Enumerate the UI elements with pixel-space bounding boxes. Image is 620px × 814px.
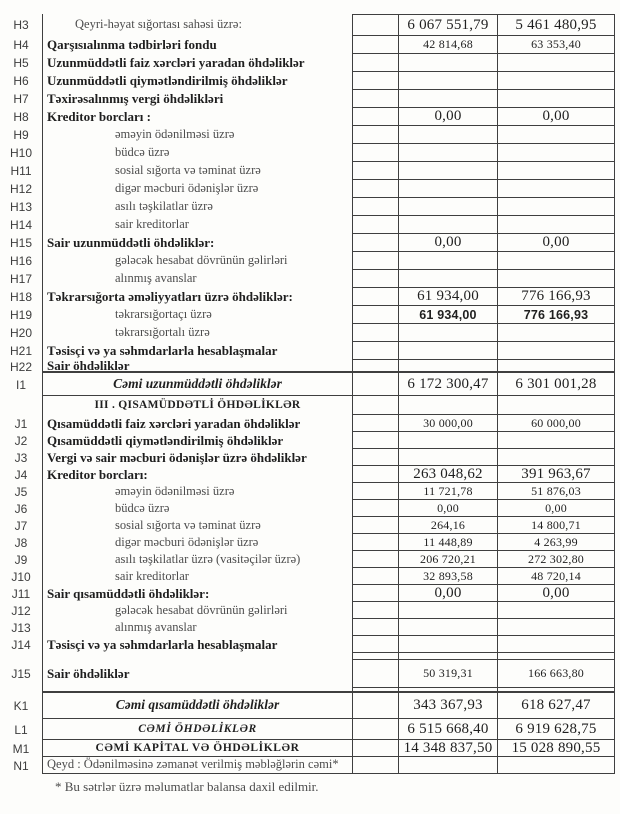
row-label: alınmış avanslar bbox=[42, 619, 352, 636]
row-label: büdcə üzrə bbox=[42, 144, 352, 162]
table-row-H8 bbox=[0, 108, 620, 126]
value-previous: 5 461 480,95 bbox=[497, 14, 615, 36]
row-label: CƏMİ ÖHDƏLİKLƏR bbox=[42, 719, 352, 740]
row-code: J5 bbox=[14, 484, 28, 499]
value-current bbox=[398, 90, 497, 108]
row-code: H19 bbox=[9, 308, 32, 322]
table-row-H22 bbox=[0, 357, 620, 374]
value-previous: 618 627,47 bbox=[497, 693, 615, 719]
note-cell bbox=[352, 693, 398, 719]
note-cell bbox=[352, 415, 398, 432]
row-label: büdcə üzrə bbox=[42, 500, 352, 517]
balance-sheet-table bbox=[0, 14, 620, 774]
note-cell bbox=[352, 198, 398, 216]
row-code: H8 bbox=[13, 110, 29, 124]
note-cell bbox=[352, 54, 398, 72]
table-row-H15 bbox=[0, 234, 620, 252]
row-label: Təsisçi və ya səhmdarlarla hesablaşmalar bbox=[42, 636, 352, 653]
value-current bbox=[398, 252, 497, 270]
value-previous: 391 963,67 bbox=[497, 466, 615, 483]
value-previous bbox=[497, 144, 615, 162]
value-current bbox=[398, 396, 497, 415]
row-code: J12 bbox=[11, 603, 31, 618]
value-previous bbox=[497, 162, 615, 180]
value-current bbox=[398, 144, 497, 162]
row-code: J8 bbox=[14, 535, 28, 550]
row-label: Sair qısamüddətli öhdəliklər: bbox=[42, 585, 352, 602]
row-label: Təsisçi və ya səhmdarlarla hesablaşmalar bbox=[42, 342, 352, 360]
table-row-J3 bbox=[0, 449, 620, 466]
table-row-H5 bbox=[0, 54, 620, 72]
note-cell bbox=[352, 252, 398, 270]
row-code: J11 bbox=[11, 586, 31, 601]
table-row-H3 bbox=[0, 14, 620, 36]
row-code bbox=[0, 396, 42, 415]
row-label: Cəmi uzunmüddətli öhdəliklər bbox=[42, 373, 352, 396]
row-code: H9 bbox=[13, 128, 29, 142]
value-current: 6 515 668,40 bbox=[398, 719, 497, 740]
row-code: J13 bbox=[11, 620, 31, 635]
note-cell bbox=[352, 14, 398, 36]
row-code: J4 bbox=[14, 467, 28, 482]
value-previous: 0,00 bbox=[497, 108, 615, 126]
value-previous: 60 000,00 bbox=[497, 415, 615, 432]
table-row-J2 bbox=[0, 432, 620, 449]
note-cell bbox=[352, 108, 398, 126]
value-previous: 0,00 bbox=[497, 234, 615, 252]
row-code: H3 bbox=[13, 18, 29, 32]
note-cell bbox=[352, 270, 398, 288]
row-label: asılı təşkilatlar üzrə bbox=[42, 198, 352, 216]
value-current: 206 720,21 bbox=[398, 551, 497, 568]
row-label bbox=[42, 653, 352, 660]
table-row-J12 bbox=[0, 602, 620, 619]
table-row-H16 bbox=[0, 252, 620, 270]
row-code: H13 bbox=[9, 200, 32, 214]
table-row-J9 bbox=[0, 551, 620, 568]
value-current: 264,16 bbox=[398, 517, 497, 534]
note-cell bbox=[352, 466, 398, 483]
value-previous bbox=[497, 636, 615, 653]
value-current bbox=[398, 360, 497, 373]
table-row-H9 bbox=[0, 126, 620, 144]
note-cell bbox=[352, 551, 398, 568]
row-label: Cəmi qısamüddətli öhdəliklər bbox=[42, 693, 352, 719]
row-code: H18 bbox=[9, 290, 32, 304]
value-current: 61 934,00 bbox=[398, 288, 497, 306]
row-label: Qeyd : Ödənilməsinə zəmanət verilmiş məbləğlərin cəmi* bbox=[42, 757, 352, 774]
value-previous: 6 919 628,75 bbox=[497, 719, 615, 740]
value-current: 0,00 bbox=[398, 108, 497, 126]
row-label: Təkrarsığorta əməliyyatları üzrə öhdəliklər: bbox=[42, 288, 352, 306]
note-cell bbox=[352, 483, 398, 500]
row-code: H17 bbox=[9, 272, 32, 286]
row-code: K1 bbox=[13, 699, 29, 713]
value-previous bbox=[497, 432, 615, 449]
value-current bbox=[398, 54, 497, 72]
note-cell bbox=[352, 740, 398, 757]
note-cell bbox=[352, 636, 398, 653]
row-code: J9 bbox=[14, 552, 28, 567]
row-code: H15 bbox=[9, 236, 32, 250]
value-current bbox=[398, 162, 497, 180]
row-label: Qeyri-həyat sığortası sahəsi üzrə: bbox=[42, 14, 352, 36]
value-previous bbox=[497, 252, 615, 270]
row-label: əməyin ödənilməsi üzrə bbox=[42, 483, 352, 500]
value-previous bbox=[497, 619, 615, 636]
table-row-H18 bbox=[0, 288, 620, 306]
value-previous: 0,00 bbox=[497, 500, 615, 517]
row-label: Uzunmüddətli qiymətləndirilmiş öhdəliklər bbox=[42, 72, 352, 90]
value-previous: 776 166,93 bbox=[497, 288, 615, 306]
value-current: 50 319,31 bbox=[398, 660, 497, 688]
row-label: gələcək hesabat dövrünün gəlirləri bbox=[42, 602, 352, 619]
table-row-J10 bbox=[0, 568, 620, 585]
value-previous: 48 720,14 bbox=[497, 568, 615, 585]
value-previous bbox=[497, 324, 615, 342]
note-cell bbox=[352, 534, 398, 551]
row-code: J10 bbox=[11, 569, 31, 584]
row-label: sosial sığorta və təminat üzrə bbox=[42, 517, 352, 534]
value-current bbox=[398, 216, 497, 234]
note-cell bbox=[352, 719, 398, 740]
table-row-J7 bbox=[0, 517, 620, 534]
table-row-J15 bbox=[0, 660, 620, 688]
note-cell bbox=[352, 432, 398, 449]
table-row-H7 bbox=[0, 90, 620, 108]
table-row-H13 bbox=[0, 198, 620, 216]
note-cell bbox=[352, 216, 398, 234]
value-previous bbox=[497, 180, 615, 198]
note-cell bbox=[352, 360, 398, 373]
value-previous bbox=[497, 360, 615, 373]
row-label: sair kreditorlar bbox=[42, 216, 352, 234]
value-previous bbox=[497, 396, 615, 415]
note-cell bbox=[352, 568, 398, 585]
note-cell bbox=[352, 449, 398, 466]
note-cell bbox=[352, 324, 398, 342]
row-label: Sair uzunmüddətli öhdəliklər: bbox=[42, 234, 352, 252]
note-cell bbox=[352, 288, 398, 306]
note-cell bbox=[352, 306, 398, 324]
table-row-H6 bbox=[0, 72, 620, 90]
value-current: 61 934,00 bbox=[398, 306, 497, 324]
row-label: digər məcburi ödənişlər üzrə bbox=[42, 180, 352, 198]
row-code: H12 bbox=[9, 182, 32, 196]
row-label: Qısamüddətli faiz xərcləri yaradan öhdəliklər bbox=[42, 415, 352, 432]
row-label: Qısamüddətli qiymətləndirilmiş öhdəliklər bbox=[42, 432, 352, 449]
row-label: CƏMİ KAPİTAL VƏ ÖHDƏLİKLƏR bbox=[42, 740, 352, 757]
value-current bbox=[398, 180, 497, 198]
value-current bbox=[398, 619, 497, 636]
row-code: H10 bbox=[9, 146, 32, 160]
value-current: 0,00 bbox=[398, 585, 497, 602]
table-row-J6 bbox=[0, 500, 620, 517]
note-cell bbox=[352, 500, 398, 517]
table-row-H10 bbox=[0, 144, 620, 162]
value-current bbox=[398, 653, 497, 660]
table-row-J14 bbox=[0, 636, 620, 653]
table-row-K1 bbox=[0, 693, 620, 719]
value-previous bbox=[497, 90, 615, 108]
note-cell bbox=[352, 517, 398, 534]
row-label: Təxirəsalınmış vergi öhdəlikləri bbox=[42, 90, 352, 108]
value-current bbox=[398, 449, 497, 466]
row-code: H5 bbox=[13, 56, 29, 70]
row-label: asılı təşkilatlar üzrə (vasitəçilər üzrə) bbox=[42, 551, 352, 568]
row-code: H14 bbox=[9, 218, 32, 232]
row-label: Kreditor borcları: bbox=[42, 466, 352, 483]
row-label: Sair öhdəliklər bbox=[42, 360, 352, 373]
table-row-H17 bbox=[0, 270, 620, 288]
value-previous bbox=[497, 757, 615, 774]
table-row-J13 bbox=[0, 619, 620, 636]
value-current bbox=[398, 198, 497, 216]
value-previous bbox=[497, 198, 615, 216]
table-row-M1 bbox=[0, 740, 620, 757]
value-previous bbox=[497, 449, 615, 466]
table-row-N1 bbox=[0, 757, 620, 774]
row-code: H22 bbox=[9, 359, 32, 374]
note-cell bbox=[352, 342, 398, 360]
note-cell bbox=[352, 585, 398, 602]
table-row-J5 bbox=[0, 483, 620, 500]
row-code: J3 bbox=[14, 450, 28, 465]
row-label: təkrarsığortalı üzrə bbox=[42, 324, 352, 342]
table-row-H12 bbox=[0, 180, 620, 198]
row-code: H20 bbox=[9, 326, 32, 340]
value-current bbox=[398, 270, 497, 288]
value-current: 11 721,78 bbox=[398, 483, 497, 500]
spacer-row bbox=[0, 653, 620, 660]
value-previous bbox=[497, 54, 615, 72]
note-cell bbox=[352, 180, 398, 198]
row-code: L1 bbox=[14, 722, 28, 737]
row-code: H6 bbox=[13, 74, 29, 88]
note-cell bbox=[352, 36, 398, 54]
row-code: J7 bbox=[14, 518, 28, 533]
row-code: H7 bbox=[13, 92, 29, 106]
row-code: H11 bbox=[10, 164, 32, 178]
table-row-section-header bbox=[0, 396, 620, 415]
row-label: Uzunmüddətli faiz xərcləri yaradan öhdəliklər bbox=[42, 54, 352, 72]
value-previous bbox=[497, 653, 615, 660]
row-code: J6 bbox=[14, 501, 28, 516]
row-label: sosial sığorta və təminat üzrə bbox=[42, 162, 352, 180]
value-current bbox=[398, 636, 497, 653]
table-row-J4 bbox=[0, 466, 620, 483]
row-label: əməyin ödənilməsi üzrə bbox=[42, 126, 352, 144]
row-code: H16 bbox=[9, 254, 32, 268]
table-row-H20 bbox=[0, 324, 620, 342]
row-code: J2 bbox=[14, 433, 28, 448]
row-label: Kreditor borcları : bbox=[42, 108, 352, 126]
value-current bbox=[398, 602, 497, 619]
value-current: 0,00 bbox=[398, 234, 497, 252]
row-label: gələcək hesabat dövrünün gəlirləri bbox=[42, 252, 352, 270]
note-cell bbox=[352, 144, 398, 162]
value-current: 32 893,58 bbox=[398, 568, 497, 585]
value-previous: 51 876,03 bbox=[497, 483, 615, 500]
value-previous bbox=[497, 602, 615, 619]
note-cell bbox=[352, 234, 398, 252]
value-current: 6 067 551,79 bbox=[398, 14, 497, 36]
row-code: I1 bbox=[15, 377, 26, 392]
table-row-J8 bbox=[0, 534, 620, 551]
value-current bbox=[398, 342, 497, 360]
row-label: alınmış avanslar bbox=[42, 270, 352, 288]
note-cell bbox=[352, 757, 398, 774]
value-current: 343 367,93 bbox=[398, 693, 497, 719]
value-previous: 14 800,71 bbox=[497, 517, 615, 534]
value-previous: 272 302,80 bbox=[497, 551, 615, 568]
note-cell bbox=[352, 396, 398, 415]
row-label: Sair öhdəliklər bbox=[42, 660, 352, 688]
note-cell bbox=[352, 90, 398, 108]
note-cell bbox=[352, 602, 398, 619]
value-previous bbox=[497, 270, 615, 288]
row-code: H4 bbox=[13, 38, 29, 52]
value-previous: 166 663,80 bbox=[497, 660, 615, 688]
value-current: 6 172 300,47 bbox=[398, 373, 497, 396]
row-code: H21 bbox=[9, 344, 32, 358]
note-cell bbox=[352, 660, 398, 688]
row-code: J1 bbox=[14, 416, 28, 431]
row-code: N1 bbox=[13, 758, 29, 773]
value-current bbox=[398, 126, 497, 144]
value-previous: 4 263,99 bbox=[497, 534, 615, 551]
note-cell bbox=[352, 619, 398, 636]
row-label: III . QISAMÜDDƏTLİ ÖHDƏLİKLƏR bbox=[42, 396, 352, 415]
footnote: * Bu sətrlər üzrə məlumatlar balansa daxil edilmir. bbox=[55, 779, 319, 794]
note-cell bbox=[352, 162, 398, 180]
value-current bbox=[398, 757, 497, 774]
table-row-H14 bbox=[0, 216, 620, 234]
value-previous: 15 028 890,55 bbox=[497, 740, 615, 757]
value-previous: 776 166,93 bbox=[497, 306, 615, 324]
value-current bbox=[398, 72, 497, 90]
value-previous bbox=[497, 216, 615, 234]
table-row-H4 bbox=[0, 36, 620, 54]
value-current: 14 348 837,50 bbox=[398, 740, 497, 757]
note-cell bbox=[352, 126, 398, 144]
value-current: 11 448,89 bbox=[398, 534, 497, 551]
value-previous bbox=[497, 342, 615, 360]
table-row-J1 bbox=[0, 415, 620, 432]
value-previous: 6 301 001,28 bbox=[497, 373, 615, 396]
value-current bbox=[398, 432, 497, 449]
value-current: 263 048,62 bbox=[398, 466, 497, 483]
row-label: Vergi və sair məcburi ödənişlər üzrə öhdəliklər bbox=[42, 449, 352, 466]
note-cell bbox=[352, 373, 398, 396]
row-code: M1 bbox=[12, 741, 30, 756]
row-code bbox=[0, 653, 42, 660]
table-row-H19 bbox=[0, 306, 620, 324]
row-label: təkrarsığortaçı üzrə bbox=[42, 306, 352, 324]
row-label: digər məcburi ödənişlər üzrə bbox=[42, 534, 352, 551]
table-row-I1 bbox=[0, 373, 620, 396]
row-label: Qarşısıalınma tədbirləri fondu bbox=[42, 36, 352, 54]
value-previous: 0,00 bbox=[497, 585, 615, 602]
row-label: sair kreditorlar bbox=[42, 568, 352, 585]
value-current: 0,00 bbox=[398, 500, 497, 517]
note-cell bbox=[352, 72, 398, 90]
value-current: 30 000,00 bbox=[398, 415, 497, 432]
note-cell bbox=[352, 653, 398, 660]
value-previous bbox=[497, 72, 615, 90]
value-previous bbox=[497, 126, 615, 144]
value-previous: 63 353,40 bbox=[497, 36, 615, 54]
value-current bbox=[398, 324, 497, 342]
table-row-L1 bbox=[0, 719, 620, 740]
table-row-H11 bbox=[0, 162, 620, 180]
value-current: 42 814,68 bbox=[398, 36, 497, 54]
table-row-J11 bbox=[0, 585, 620, 602]
row-code: J15 bbox=[11, 667, 31, 681]
row-code: J14 bbox=[11, 637, 31, 652]
